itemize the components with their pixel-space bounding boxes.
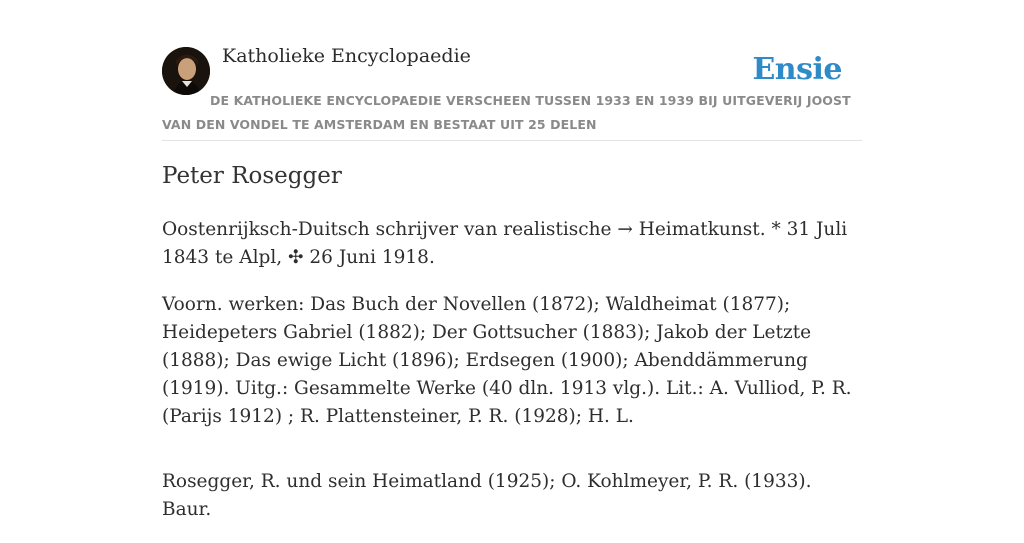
site-description: DE KATHOLIEKE ENCYCLOPAEDIE VERSCHEEN TUSSEN 1933 EN 1939 BIJ UITGEVERIJ JOOST VAN DEN VONDEL TE AMSTERDAM EN BESTAAT UIT 25 DELEN	[162, 93, 851, 132]
article-paragraph: Rosegger, R. und sein Heimatland (1925); O. Kohlmeyer, P. R. (1933). Baur.	[162, 471, 812, 520]
site-title[interactable]: Katholieke Encyclopaedie	[222, 45, 471, 67]
ensie-logo[interactable]: Ensie	[752, 52, 842, 87]
page-container	[162, 0, 862, 520]
article-body	[162, 216, 862, 543]
article-paragraph: Oostenrijksch-Duitsch schrijver van realistische → Heimatkunst. * 31 Juli 1843 te Alpl, ✣ 26 Juni 1918.	[162, 219, 848, 268]
article-paragraph: Voorn. werken: Das Buch der Novellen (1872); Waldheimat (1877); Heidepeters Gabriel (1882); Der Gottsucher (1883); Jakob der Letzte (1888); Das ewige Licht (1896); Erdsegen (1900); Abenddämmerung (1919). Uitg.: Gesammelte Werke (40 dln. 1913 vlg.). Lit.: A. Vulliod, P. R. (Parijs 1912) ; R. Plattensteiner, P. R. (1928); H. L.	[162, 294, 852, 427]
article-title: Peter Rosegger	[162, 163, 342, 189]
portrait-icon	[162, 47, 210, 95]
avatar[interactable]	[162, 47, 210, 95]
site-header	[162, 0, 862, 141]
